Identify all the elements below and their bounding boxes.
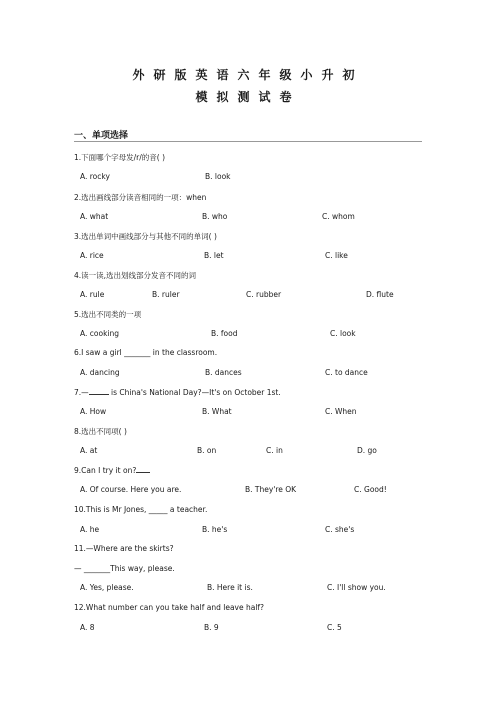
q10-option-c: C. she's [325,525,355,534]
q7-option-c: C. When [325,407,357,416]
question-12: 12.What number can you take half and leave half? [74,603,265,612]
q11-option-c: C. I'll show you. [327,583,386,592]
question-9-text: 9.Can I try it on? [74,466,137,475]
q3-option-b: B. let [204,251,224,260]
question-11-reply: — _______This way, please. [74,564,175,573]
q5-option-b: B. food [211,329,238,338]
q6-option-c: C. to dance [325,368,368,377]
q11-option-a: A. Yes, please. [80,583,134,592]
q9-option-a: A. Of course. Here you are. [80,485,182,494]
q3-option-a: A. rice [80,251,104,260]
q2-option-a: A. what [80,212,109,221]
q4-option-a: A. rule [80,290,105,299]
q1-option-b: B. look [205,172,231,181]
question-8: 8.选出不同项( ) [74,427,127,436]
q12-option-b: B. 9 [204,623,219,632]
q1-option-a: A. rocky [80,172,110,181]
q5-option-c: C. look [330,329,356,338]
question-11: 11.—Where are the skirts? [74,544,174,553]
q8-option-a: A. at [80,446,98,455]
q12-option-c: C. 5 [327,623,342,632]
q4-option-c: C. rubber [246,290,282,299]
question-7-start: 7.— [74,388,89,397]
question-4: 4.读一读,选出划线部分发音不同的词 [74,271,197,280]
q10-option-a: A. he [80,525,100,534]
q8-option-c: C. in [266,446,283,455]
q12-option-a: A. 8 [80,623,95,632]
title-line-2: 模拟测试卷 [195,90,301,104]
q10-option-b: B. he's [202,525,228,534]
q9-option-b: B. They're OK [245,485,297,494]
question-6: 6.I saw a girl _______ in the classroom. [74,348,218,357]
q9-option-c: C. Good! [354,485,387,494]
question-10: 10.This is Mr Jones, _____ a teacher. [74,505,208,514]
question-9 [74,465,150,475]
q8-option-d: D. go [357,446,377,455]
question-7-end: is China's National Day?—It's on October 1st. [108,388,281,397]
q4-option-b: B. ruler [152,290,180,299]
question-2: 2.选出画线部分读音相同的一项：when [74,193,207,202]
q6-option-b: B. dances [205,368,242,377]
answer-blank [136,465,150,473]
question-7 [74,387,281,397]
title-line-1: 外研版英语六年级小升初 [132,68,364,82]
q2-option-c: C. whom [322,212,355,221]
q7-option-b: B. What [202,407,232,416]
q7-option-a: A. How [80,407,107,416]
q4-option-d: D. flute [366,290,394,299]
q11-option-b: B. Here it is. [207,583,253,592]
answer-blank [89,387,109,395]
section-heading: 一、单项选择 [74,131,129,141]
q3-option-c: C. like [325,251,348,260]
section-divider [74,141,422,142]
question-1: 1.下面哪个字母发/r/的音( ) [74,153,166,162]
q2-option-b: B. who [202,212,228,221]
q8-option-b: B. on [197,446,217,455]
q5-option-a: A. cooking [80,329,120,338]
q6-option-a: A. dancing [80,368,120,377]
question-5: 5.选出不同类的一项 [74,310,142,319]
question-3: 3.选出单词中画线部分与其他不同的单词( ) [74,232,217,241]
